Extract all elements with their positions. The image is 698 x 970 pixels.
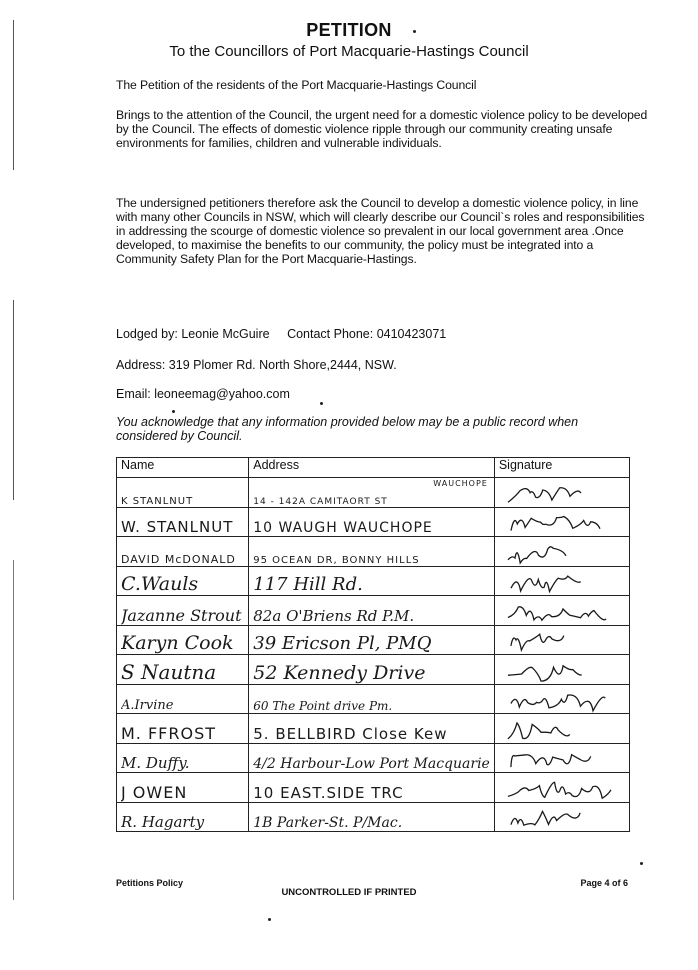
signature-stroke	[511, 634, 564, 650]
signature-table	[116, 457, 630, 832]
signer-address: 10 EAST.SIDE TRC	[253, 783, 404, 802]
signer-address: 82a O'Briens Rd P.M.	[253, 606, 415, 625]
signature-cell	[494, 773, 629, 803]
signer-address-cell	[249, 507, 495, 537]
footer-center: UNCONTROLLED IF PRINTED	[281, 887, 417, 898]
signer-address-cell	[249, 625, 495, 655]
signature-cell	[494, 625, 629, 655]
signature-row	[117, 625, 630, 655]
handwritten-signature	[499, 542, 625, 566]
signer-name: M. FFROST	[121, 723, 217, 743]
signature-cell	[494, 714, 629, 744]
signature-row	[117, 507, 630, 537]
address-line: Address: 319 Plomer Rd. North Shore,2444, NSW.	[116, 358, 397, 372]
signature-row	[117, 596, 630, 626]
handwritten-signature	[499, 571, 625, 595]
signature-cell	[494, 655, 629, 685]
signature-stroke	[511, 811, 580, 825]
signer-name-cell	[117, 478, 249, 508]
signer-address: 52 Kennedy Drive	[253, 661, 426, 684]
column-header-address: Address	[249, 458, 495, 478]
handwritten-signature	[499, 601, 625, 625]
signer-address-cell	[249, 773, 495, 803]
handwritten-signature	[499, 748, 625, 772]
email-line: Email: leoneemag@yahoo.com	[116, 387, 290, 401]
signer-name-cell	[117, 743, 249, 773]
signature-cell	[494, 802, 629, 832]
signature-row	[117, 655, 630, 685]
acknowledgement: You acknowledge that any information provided below may be a public record when considered by Council.	[116, 415, 579, 443]
scan-speck	[320, 402, 323, 405]
signer-address-cell	[249, 714, 495, 744]
signer-address: 117 Hill Rd.	[253, 574, 363, 595]
handwritten-signature	[499, 483, 625, 507]
signer-name-cell	[117, 596, 249, 626]
signer-address: 60 The Point drive Pm.	[253, 699, 393, 713]
signer-name-cell	[117, 802, 249, 832]
signature-cell	[494, 596, 629, 626]
signature-stroke	[508, 546, 566, 562]
signer-name-cell	[117, 537, 249, 567]
signer-address: 1B Parker-St. P/Mac.	[253, 815, 403, 831]
signature-stroke	[511, 755, 591, 767]
signature-stroke	[508, 782, 611, 798]
signature-row	[117, 566, 630, 596]
attention-paragraph: Brings to the attention of the Council, the urgent need for a domestic violence policy to be developed by the Council. The effects of domestic violence ripple through our community creating unsafe environments for families, children and vulnerable individuals.	[116, 108, 648, 150]
column-header-signature: Signature	[494, 458, 629, 478]
footer-left: Petitions Policy	[116, 878, 184, 888]
handwritten-signature	[499, 689, 625, 713]
contact-phone: Contact Phone: 0410423071	[287, 327, 447, 341]
signer-name: C.Wauls	[121, 573, 199, 595]
scan-speck	[172, 410, 175, 413]
signer-address-note: WAUCHOPE	[433, 479, 488, 488]
handwritten-signature	[499, 778, 625, 802]
signature-rows	[117, 478, 630, 832]
signer-name: Karyn Cook	[121, 632, 234, 654]
signer-address: 4/2 Harbour-Low Port Macquarie	[253, 756, 490, 772]
signature-row	[117, 684, 630, 714]
signer-address: 39 Ericson Pl, PMQ	[253, 633, 432, 654]
scan-speck	[268, 918, 271, 921]
signer-address: 14 - 142A CAMITAORT ST	[253, 496, 388, 507]
table-header-row	[117, 458, 630, 478]
handwritten-signature	[499, 807, 625, 831]
signature-row	[117, 773, 630, 803]
footer-page-number: Page 4 of 6	[580, 878, 628, 888]
signer-name-cell	[117, 625, 249, 655]
signer-name: R. Hagarty	[121, 813, 205, 831]
signature-stroke	[508, 723, 570, 739]
signature-row	[117, 537, 630, 567]
intro-paragraph: The Petition of the residents of the Port Macquarie-Hastings Council	[116, 78, 477, 92]
handwritten-signature	[499, 512, 625, 536]
scan-edge-line	[13, 560, 14, 900]
signature-cell	[494, 566, 629, 596]
signer-address-cell	[249, 537, 495, 567]
signature-stroke	[508, 487, 581, 502]
signature-cell	[494, 507, 629, 537]
signer-name: Jazanne Strout	[121, 605, 242, 625]
signature-stroke	[508, 606, 606, 619]
signer-address-cell	[249, 566, 495, 596]
signer-name: S Nautna	[121, 659, 217, 684]
petition-title: PETITION	[306, 20, 392, 40]
handwritten-signature	[499, 630, 625, 654]
signature-stroke	[511, 695, 605, 711]
signature-cell	[494, 537, 629, 567]
signer-name-cell	[117, 714, 249, 744]
signature-row	[117, 714, 630, 744]
handwritten-signature	[499, 660, 625, 684]
lodged-by-line	[116, 327, 460, 341]
signer-name-cell	[117, 655, 249, 685]
signer-name-cell	[117, 684, 249, 714]
signer-address-cell	[249, 684, 495, 714]
signer-name: K STANLNUT	[121, 495, 194, 507]
signer-name: M. Duffy.	[121, 754, 190, 772]
signature-row	[117, 802, 630, 832]
signer-address: 95 OCEAN DR, BONNY HILLS	[253, 554, 420, 566]
scan-speck	[413, 30, 416, 33]
signer-name: W. STANLNUT	[121, 518, 234, 536]
signer-address-cell	[249, 596, 495, 626]
scan-speck	[640, 862, 643, 865]
signature-cell	[494, 743, 629, 773]
request-paragraph: The undersigned petitioners therefore ask the Council to develop a domestic violence policy, in line with many other Councils in NSW, which will clearly describe our Council`s roles and responsibilities in addressing the scourge of domestic violence so prevalent in our local government area .Once developed, to maximise the benefits to our community, the policy must be integrated into a Community Safety Plan for the Port Macquarie-Hastings.	[116, 196, 645, 266]
signer-name: DAVID McDONALD	[121, 552, 236, 566]
signer-name: J OWEN	[121, 782, 188, 802]
signer-name: A.Irvine	[121, 698, 174, 713]
signer-name-cell	[117, 507, 249, 537]
signature-stroke	[508, 665, 582, 680]
signature-cell	[494, 478, 629, 508]
lodged-by: Lodged by: Leonie McGuire	[116, 327, 270, 341]
signature-row	[117, 743, 630, 773]
signer-address: 10 WAUGH WAUCHOPE	[253, 520, 433, 536]
signer-name-cell	[117, 566, 249, 596]
signer-address-cell	[249, 802, 495, 832]
signature-stroke	[511, 576, 581, 591]
signer-address-cell	[249, 655, 495, 685]
scan-edge-line	[13, 300, 14, 500]
column-header-name: Name	[117, 458, 249, 478]
signer-address-cell	[249, 743, 495, 773]
signature-stroke	[511, 517, 600, 531]
signature-cell	[494, 684, 629, 714]
signer-name-cell	[117, 773, 249, 803]
handwritten-signature	[499, 719, 625, 743]
signer-address: 5. BELLBIRD Close Kew	[253, 724, 448, 743]
signer-address-cell	[249, 478, 495, 508]
petition-subtitle: To the Councillors of Port Macquarie-Hastings Council	[169, 43, 529, 60]
signature-row	[117, 478, 630, 508]
